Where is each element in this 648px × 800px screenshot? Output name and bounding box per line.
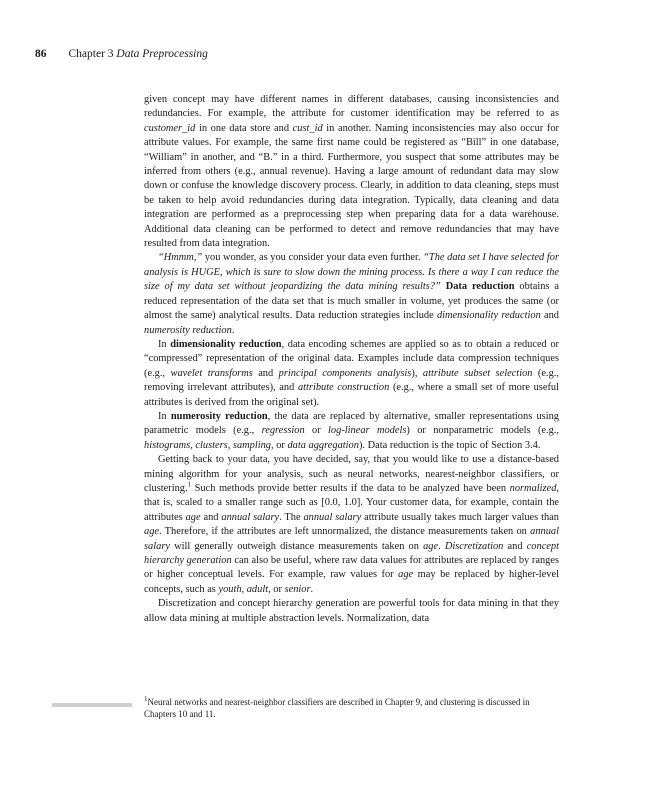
chapter-label: Chapter 3 bbox=[68, 48, 114, 60]
paragraph-1: given concept may have different names in different databases, causing inconsistencies and redundancies. For example, the attribute for customer identification may be referred to as customer_id in one data store and cust_id in another. Naming inconsistencies may also occur for attribute values. For example, the same first name could be registered as “Bill” in one database, “William” in another, and “B.” in a third. Furthermore, you suspect that some attributes may be inferred from others (e.g., annual revenue). Having a large amount of redundant data may slow down or confuse the knowledge discovery process. Clearly, in addition to data cleaning, steps must be taken to help avoid redundancies during data integration. Typically, data cleaning and data integration are performed as a preprocessing step when preparing data for a data warehouse. Additional data cleaning can be performed to detect and remove redundancies that may have resulted from data integration. bbox=[144, 94, 559, 250]
page-number: 86 bbox=[35, 48, 47, 60]
footnote-divider bbox=[52, 703, 132, 707]
paragraph-5: Getting back to your data, you have decided, say, that you would like to use a distance-based mining algorithm for your analysis, such as neural networks, nearest-neighbor classifiers, or clustering.$^1$ Such methods provide better results if the data to be analyzed have been normalized, that is, scaled to a smaller range such as [0.0, 1.0]. Your customer data, for example, contain the attributes age and annual salary. The annual salary attribute usually takes much larger values than age. Therefore, if the attributes are left unnormalized, the distance measurements taken on annual salary will generally outweigh distance measurements taken on age. Discretization and concept hierarchy generation can also be useful, where raw data values for attributes are replaced by ranges or higher conceptual levels. For example, raw values for age may be replaced by higher-level concepts, such as youth, adult, or senior. bbox=[144, 454, 559, 595]
paragraph-4: In numerosity reduction, the data are replaced by alternative, smaller representations using parametric models (e.g., regression or log-linear models) or nonparametric models (e.g., histograms, clusters, sampling, or data aggregation). Data reduction is the topic of Section 3.4. bbox=[144, 410, 560, 451]
footnote-marker: 1 bbox=[144, 695, 148, 703]
footnote-reference[interactable]: 1 bbox=[187, 480, 192, 489]
chapter-title: Data Preprocessing bbox=[116, 48, 208, 60]
paragraph-2: “Hmmm,” you wonder, as you consider your data even further. “The data set I have selected for analysis is HUGE, which is sure to slow down the mining process. Is there a way I can reduce the size of my data set without jeopardizing the data mining results?” Data reduction obtains a reduced representation of the data set that is much smaller in volume, yet produces the same (or almost the same) analytical results. Data reduction strategies include dimensionality reduction and numerosity reduction. bbox=[144, 252, 559, 336]
running-head bbox=[35, 48, 208, 60]
footnote-text: Neural networks and nearest-neighbor classifiers are described in Chapter 9, and clustering is discussed in Chapters 10 and 11. bbox=[144, 697, 530, 719]
paragraph-3: In dimensionality reduction, data encoding schemes are applied so as to obtain a reduced or “compressed” representation of the original data. Examples include data compression techniques (e.g., wavelet transforms and principal components analysis), attribute subset selection (e.g., removing irrelevant attributes), and attribute construction (e.g., where a small set of more useful attributes is derived from the original set). bbox=[144, 338, 559, 408]
body-text bbox=[144, 93, 559, 626]
footnote bbox=[144, 696, 562, 720]
paragraph-6: Discretization and concept hierarchy generation are powerful tools for data mining in that they allow data mining at multiple abstraction levels. Normalization, data bbox=[144, 598, 559, 624]
